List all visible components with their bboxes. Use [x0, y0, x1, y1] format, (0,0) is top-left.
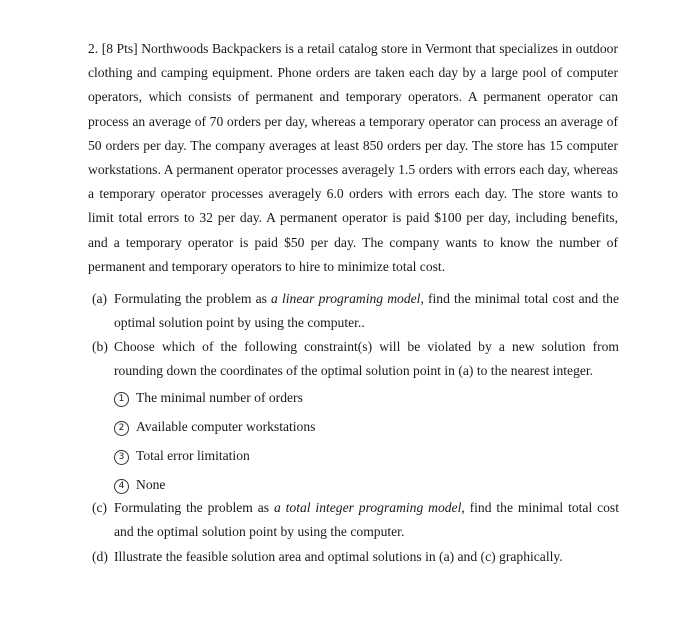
question-statement: [88, 37, 618, 279]
circled-number-1: 1: [114, 392, 129, 407]
option-4: [114, 475, 165, 495]
part-a-text: [92, 287, 619, 335]
part-d: [92, 545, 619, 569]
part-a-text-before: Formulating the problem as: [114, 291, 272, 306]
part-d-label: (d): [92, 549, 108, 564]
option-3: [114, 446, 250, 466]
question-points: [8 Pts]: [101, 41, 138, 56]
option-2-text: Available computer workstations: [136, 419, 316, 434]
part-a-label: (a): [92, 291, 108, 306]
part-d-text: Illustrate the feasible solution area and optimal solutions in (a) and (c) graphically.: [114, 549, 563, 564]
question-text: Northwoods Backpackers is a retail catalog store in Vermont that specializes in outdoor clothing and camping equipment. Phone orders are taken each day by a large pool of computer operators, which consists of permanent and temporary operators. A permanent operator can process an average of 70 orders per day, whereas a temporary operator can process an average of 50 orders per day. The company averages at least 850 orders per day. The store has 15 computer workstations. A permanent operator processes averagely 1.5 orders with errors each day, whereas a temporary operator processes averagely 6.0 orders with errors each day. The store wants to limit total errors to 32 per day. A permanent operator is paid $100 per day, including benefits, and a temporary operator is paid $50 per day. The company wants to know the number of permanent and temporary operators to hire to minimize total cost.: [88, 41, 618, 274]
part-c-label: (c): [92, 500, 108, 515]
circled-number-4: 4: [114, 479, 129, 494]
part-a: [92, 287, 619, 335]
part-c-emphasis: a total integer programing model: [273, 500, 462, 515]
option-3-text: Total error limitation: [136, 448, 250, 463]
part-c-text: [92, 496, 619, 544]
option-2: [114, 417, 315, 437]
part-c-text-before: Formulating the problem as: [114, 500, 274, 515]
part-c: [92, 496, 619, 544]
option-1: [114, 388, 303, 408]
part-a-text-after: , find the minimal total cost and the optimal solution point by using the computer..: [114, 291, 619, 331]
part-c-text-after: , find the minimal total cost and the optimal solution point by using the computer.: [114, 500, 620, 540]
circled-number-3: 3: [114, 450, 129, 465]
option-4-text: None: [136, 477, 166, 492]
option-1-text: The minimal number of orders: [136, 390, 303, 405]
part-b-label: (b): [92, 339, 108, 354]
part-a-emphasis: a linear programing model: [271, 291, 421, 306]
part-b-text: Choose which of the following constraint(s) will be violated by a new solution from rounding down the coordinates of the optimal solution point in (a) to the nearest integer.: [114, 339, 619, 379]
circled-number-2: 2: [114, 421, 129, 436]
question-number: 2.: [88, 41, 99, 56]
part-b: [92, 335, 619, 383]
